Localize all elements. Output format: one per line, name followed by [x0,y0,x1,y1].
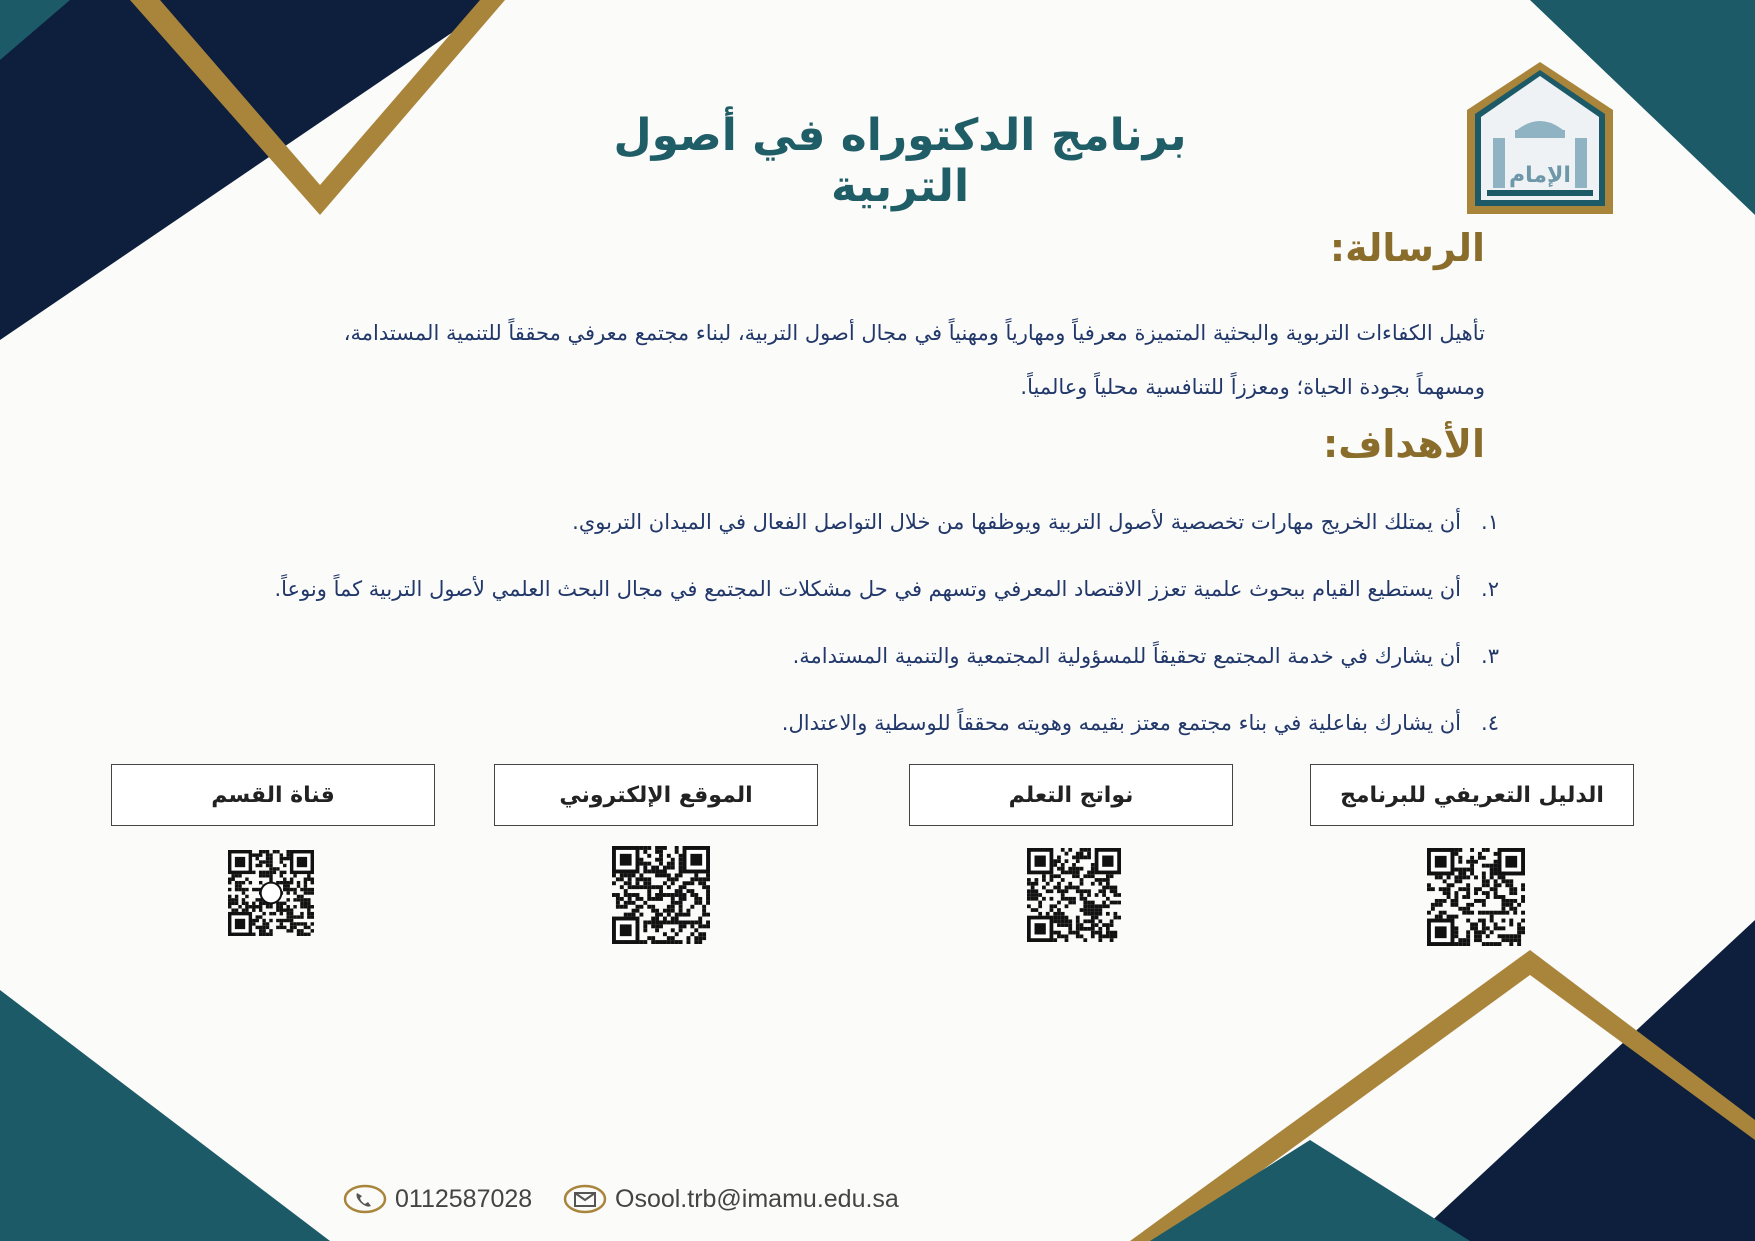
qr-code-icon[interactable] [612,846,710,944]
goals-heading: الأهداف: [1323,422,1485,466]
phone-icon [343,1184,387,1214]
goal-number: ٣. [1481,644,1499,668]
qr-code-icon[interactable] [1027,848,1121,942]
goal-number: ١. [1481,510,1499,534]
goal-number: ٤. [1481,711,1499,735]
department-channel-link[interactable]: قناة القسم [111,764,435,826]
learning-outcomes-link[interactable]: نواتج التعلم [909,764,1233,826]
goal-text: أن يشارك بفاعلية في بناء مجتمع معتز بقيمه وهويته محققاً للوسطية والاعتدال. [781,711,1461,735]
goal-item [141,634,1521,701]
mission-heading: الرسالة: [1329,226,1485,270]
goals-list [141,500,1521,768]
goal-item [141,567,1521,634]
page-title: برنامج الدكتوراه في أصول التربية [613,110,1187,212]
phone-contact[interactable] [343,1184,532,1214]
mission-line: ومسهماً بجودة الحياة؛ ومعززاً للتنافسية محلياً وعالمياً. [1020,375,1485,399]
goal-text: أن يشارك في خدمة المجتمع تحقيقاً للمسؤولية المجتمعية والتنمية المستدامة. [792,644,1461,668]
program-guide-link[interactable]: الدليل التعريفي للبرنامج [1310,764,1634,826]
goal-number: ٢. [1481,577,1499,601]
goal-item [141,500,1521,567]
email-contact[interactable] [563,1184,899,1214]
university-logo [1465,60,1615,216]
imam-university-logo-icon [1465,60,1615,216]
goal-text: أن يستطيع القيام ببحوث علمية تعزز الاقتصاد المعرفي وتسهم في حل مشكلات المجتمع في مجال البحث العلمي لأصول التربية كماً ونوعاً. [274,577,1461,601]
mission-line: تأهيل الكفاءات التربوية والبحثية المتميزة معرفياً ومهارياً ومهنياً في مجال أصول التربية، لبناء مجتمع معرفي محققاً للتنمية المستدامة، [343,321,1485,345]
phone-number: 0112587028 [395,1184,533,1213]
mission-text [205,306,1485,414]
email-icon [563,1184,607,1214]
qr-code-whatsapp-icon[interactable] [210,850,332,936]
email-address: Osool.trb@imamu.edu.sa [615,1184,899,1213]
goal-item [141,701,1521,768]
goal-text: أن يمتلك الخريج مهارات تخصصية لأصول التربية ويوظفها من خلال التواصل الفعال في الميدان التربوي. [572,510,1461,534]
svg-text:الإمام: الإمام [1509,163,1571,188]
website-link[interactable]: الموقع الإلكتروني [494,764,818,826]
qr-code-icon[interactable] [1427,848,1525,946]
